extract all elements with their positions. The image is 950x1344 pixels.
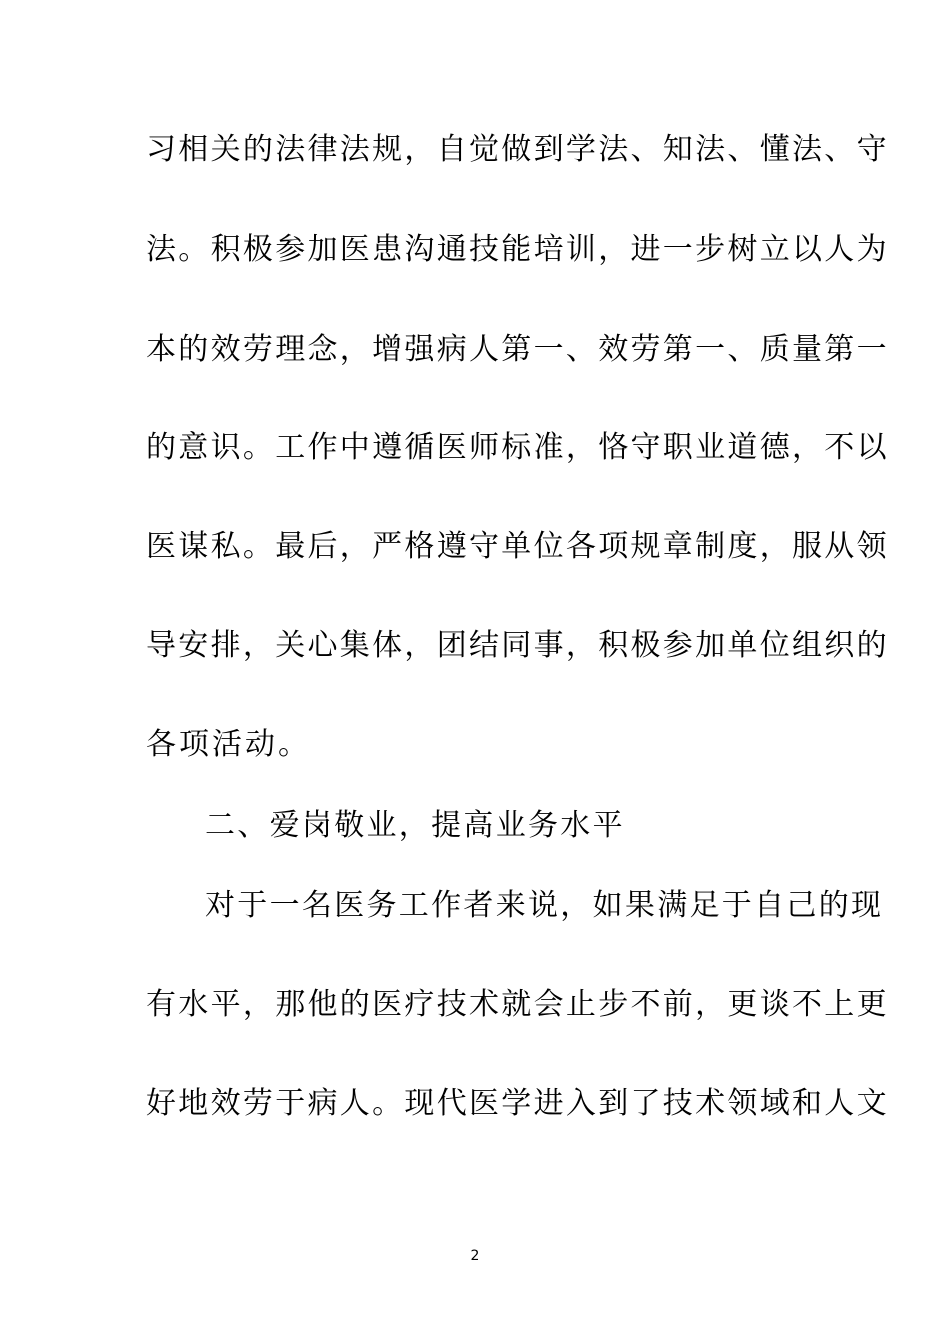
body-text-line: 法。积极参加医患沟通技能培训，进一步树立以人为: [146, 232, 889, 267]
body-text-line: 好地效劳于病人。现代医学进入到了技术领域和人文: [146, 1086, 889, 1121]
page-number: 2: [470, 1248, 480, 1264]
body-text-line: 有水平，那他的医疗技术就会止步不前，更谈不上更: [146, 987, 889, 1022]
body-text-line: 医谋私。最后，严格遵守单位各项规章制度，服从领: [146, 529, 889, 564]
body-text-line: 各项活动。: [146, 727, 311, 762]
body-text-line: 本的效劳理念，增强病人第一、效劳第一、质量第一: [146, 332, 889, 367]
body-text-line: 的意识。工作中遵循医师标准，恪守职业道德，不以: [146, 430, 889, 465]
paragraph-first-line: 对于一名医务工作者来说，如果满足于自己的现: [205, 888, 884, 923]
body-text-line: 导安排，关心集体，团结同事，积极参加单位组织的: [146, 628, 889, 663]
body-text-line: 习相关的法律法规，自觉做到学法、知法、懂法、守: [146, 132, 889, 167]
section-heading: 二、爱岗敬业，提高业务水平: [205, 808, 625, 843]
